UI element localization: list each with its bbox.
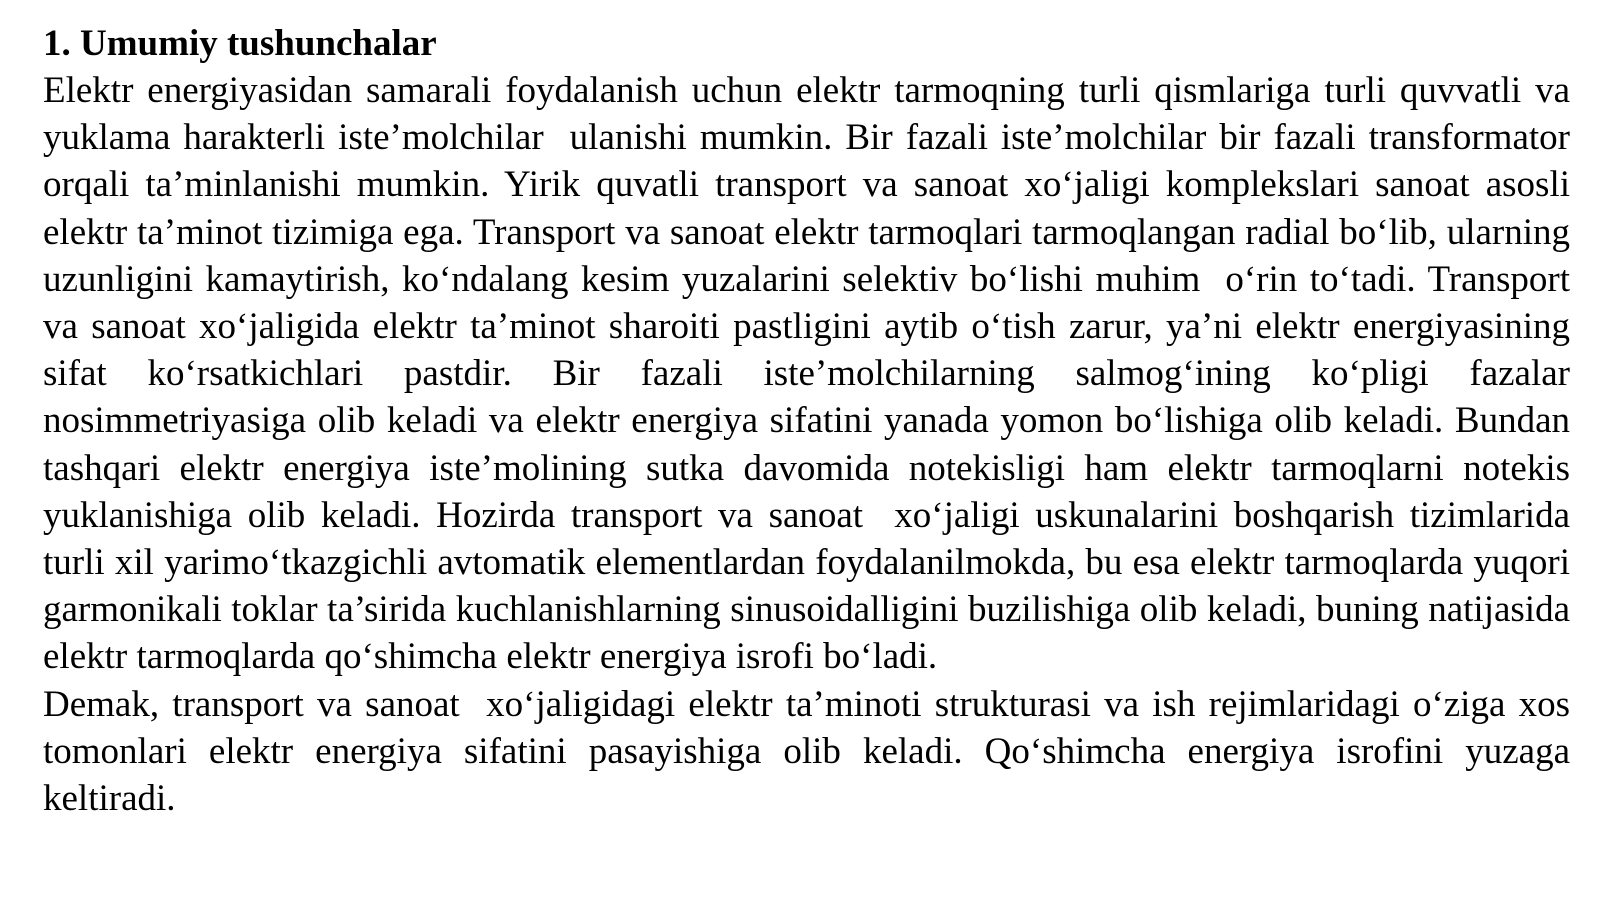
document-page [43,20,1580,822]
body-paragraph: Elektr energiyasidan samarali foydalanish uchun elektr tarmoqning turli qismlariga turli quvvatli va yuklama harakterli iste’molchilar ulanishi mumkin. Bir fazali iste’molchilar bir fazali transformator orqali ta’minlanishi mumkin. Yirik quvatli transport va sanoat xo‘jaligi komplekslari sanoat asosli elektr ta’minot tizimiga ega. Transport va sanoat elektr tarmoqlari tarmoqlangan radial bo‘lib, ularning uzunligini kamaytirish, ko‘ndalang kesim yuzalarini selektiv bo‘lishi muhim o‘rin to‘tadi. Transport va sanoat xo‘jaligida elektr ta’minot sharoiti pastligini aytib o‘tish zarur, ya’ni elektr energiyasining sifat ko‘rsatkichlari pastdir. Bir fazali iste’molchilarning salmog‘ining ko‘pligi fazalar nosimmetriyasiga olib keladi va elektr energiya sifatini yanada yomon bo‘lishiga olib keladi. Bundan tashqari elektr energiya iste’molining sutka davomida notekisligi ham elektr tarmoqlarni notekis yuklanishiga olib keladi. Hozirda transport va sanoat xo‘jaligi uskunalarini boshqarish tizimlarida turli xil yarimo‘tkazgichli avtomatik elementlardan foydalanilmokda, bu esa elektr tarmoqlarda yuqori garmonikali toklar ta’sirida kuchlanishlarning sinusoidalligini buzilishiga olib keladi, buning natijasida elektr tarmoqlarda qo‘shimcha elektr energiya isrofi bo‘ladi. [43,70,1580,678]
body-paragraph: Demak, transport va sanoat xo‘jaligidagi elektr ta’minoti strukturasi va ish rejimlaridagi o‘ziga xos tomonlari elektr energiya sifatini pasayishiga olib keladi. Qo‘shimcha energiya isrofini yuzaga keltiradi. [43,683,1580,820]
section-heading: 1. Umumiy tushunchalar [43,23,437,64]
